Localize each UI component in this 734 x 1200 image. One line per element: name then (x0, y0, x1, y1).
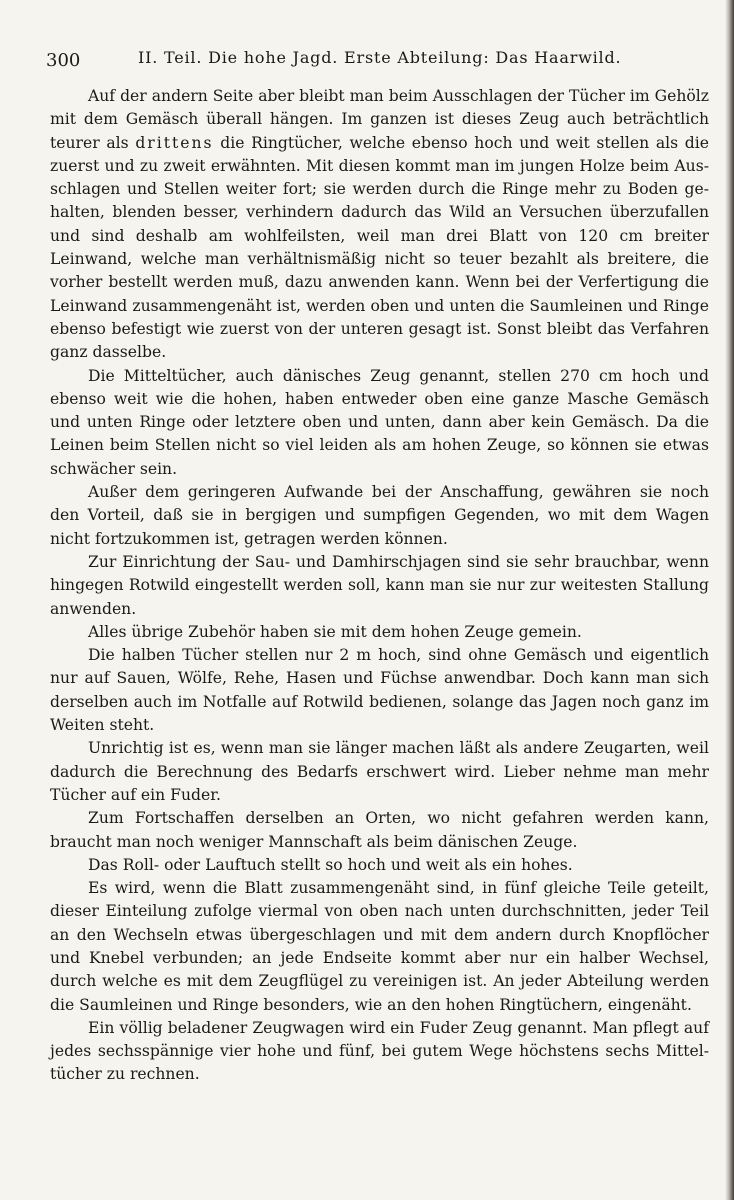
paragraph: Die Mitteltücher, auch dänisches Zeug genannt, stellen 270 cm hoch und ebenso weit wie die hohen, haben entweder oben eine ganze Masche Gemäsch und unten Ringe oder letztere oben und unten, dann aber kein Gemäsch. Da die Leinen beim Stellen nicht so viel leiden als am hohen Zeuge, so können sie etwas schwächer sein. (50, 366, 709, 478)
emphasized-word: drittens (135, 133, 214, 152)
paragraph-text: die Ringtücher, welche ebenso hoch und weit stellen als die zuerst und zu zweit erwähnten. Mit diesen kommt man im jungen Holze beim Ausschlagen und Stellen weiter fort; sie werden durch die Ringe mehr zu Boden gehalten, blenden besser, verhindern dadurch das Wild an Versuchen überzufallen und sind deshalb am wohlfeilsten, weil man drei Blatt von 120 cm breiter Leinwand, welche man verhältnismäßig nicht so teuer bezahlt als breitere, die vorher bestellt werden muß, dazu anwenden kann. Wenn bei der Verfertigung die Leinwand zusammengenäht ist, werden oben und unten die Saumleinen und Ringe ebenso befestigt wie zuerst von der unteren gesagt ist. Sonst bleibt das Verfahren ganz dasselbe. (50, 133, 709, 362)
paragraph (50, 85, 709, 365)
paragraph: Das Roll- oder Lauftuch stellt so hoch und weit als ein hohes. (88, 855, 573, 874)
paragraph: Außer dem geringeren Aufwande bei der Anschaffung, gewähren sie noch den Vorteil, daß sie in bergigen und sumpfigen Gegenden, wo mit dem Wagen nicht fortzukommen ist, getragen werden können. (50, 483, 709, 548)
paragraph-text: Auf der andern Seite aber bleibt man beim Ausschlagen der Tücher im Gehölz mit dem Gemäsch überall hängen. Im ganzen ist dieses Zeug auch beträchtlich teurer als (50, 87, 709, 152)
paragraph: Alles übrige Zubehör haben sie mit dem hohen Zeuge gemein. (88, 622, 582, 641)
paragraph: Es wird, wenn die Blatt zusammengenäht sind, in fünf gleiche Teile geteilt, dieser Einteilung zufolge viermal von oben nach unten durchschnitten, jeder Teil an den Wechseln etwas übergeschlagen und mit dem andern durch Knopflöcher und Knebel verbunden; an jede Endseite kommt aber nur ein halber Wechsel, durch welche es mit dem Zeugflügel zu vereinigen ist. An jeder Abteilung werden die Saumleinen und Ringe besonders, wie an den hohen Ringtüchern, eingenäht. (50, 879, 709, 1014)
running-head: II. Teil. Die hohe Jagd. Erste Abteilung: Das Haarwild. (138, 48, 622, 67)
page-edge-shadow (725, 0, 734, 1200)
page-number: 300 (46, 50, 81, 71)
body-text (50, 85, 709, 1087)
paragraph: Ein völlig beladener Zeugwagen wird ein Fuder Zeug genannt. Man pflegt auf jedes sechsspännige vier hohe und fünf, bei gutem Wege höchstens sechs Mitteltücher zu rechnen. (50, 1018, 709, 1084)
paragraph: Unrichtig ist es, wenn man sie länger machen läßt als andere Zeugarten, weil dadurch die Berechnung des Bedarfs erschwert wird. Lieber nehme man mehr Tücher auf ein Fuder. (50, 739, 709, 804)
paragraph: Zum Fortschaffen derselben an Orten, wo nicht gefahren werden kann, braucht man noch weniger Mannschaft als beim dänischen Zeuge. (50, 809, 709, 851)
paragraph: Die halben Tücher stellen nur 2 m hoch, sind ohne Gemäsch und eigentlich nur auf Sauen, Wölfe, Rehe, Hasen und Füchse anwendbar. Doch kann man sich derselben auch im Notfalle auf Rotwild bedienen, solange das Jagen noch ganz im Weiten steht. (50, 646, 709, 735)
paragraph: Zur Einrichtung der Sau- und Damhirschjagen sind sie sehr brauchbar, wenn hingegen Rotwild eingestellt werden soll, kann man sie nur zur weitesten Stallung anwenden. (50, 552, 709, 618)
